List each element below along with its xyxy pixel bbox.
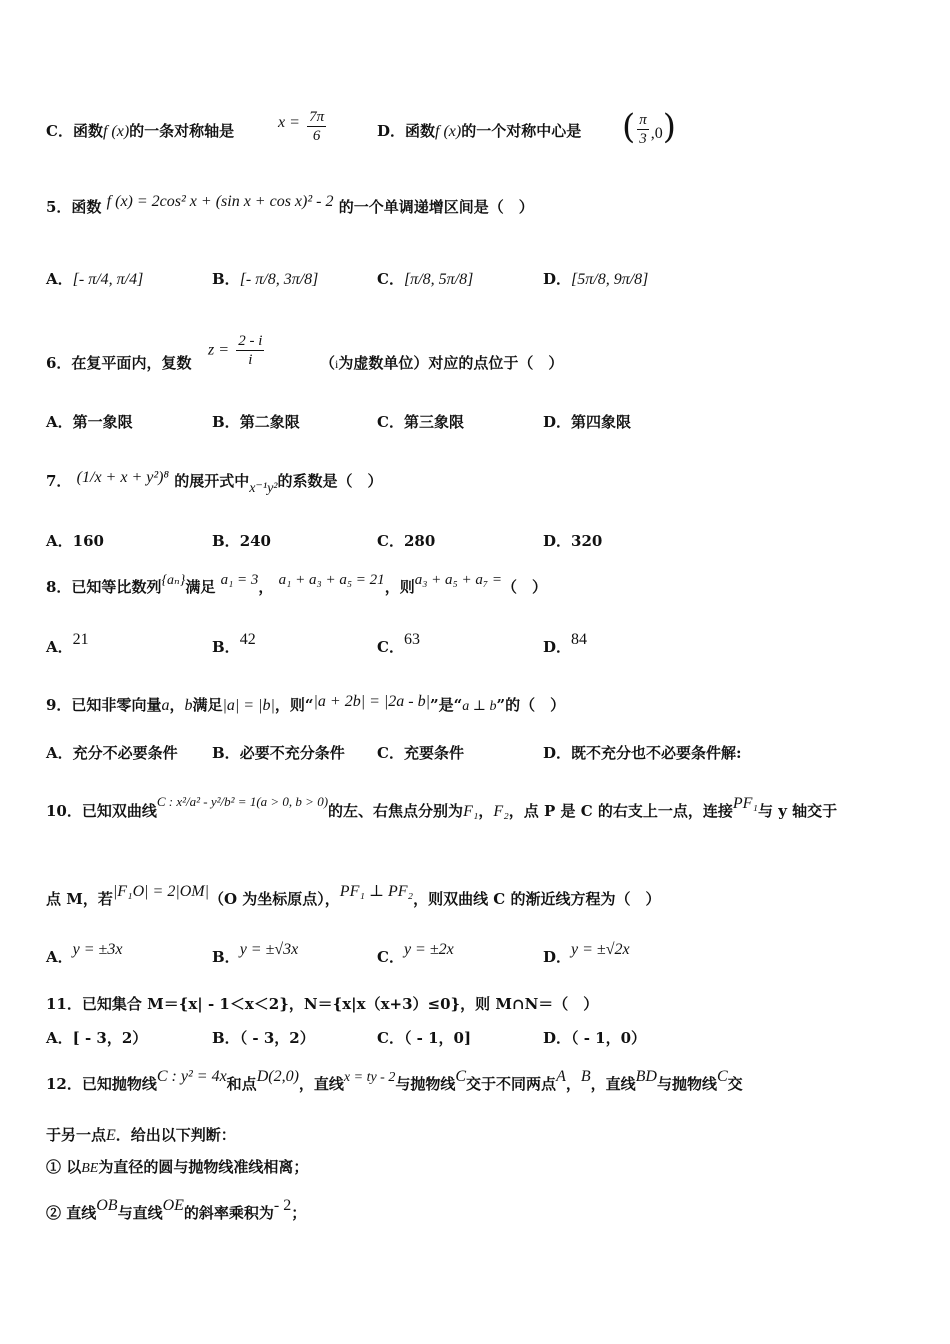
q9-stem-c: ”是“	[430, 696, 463, 714]
q12-stem-i: ．给出以下判断：	[115, 1126, 236, 1144]
option-value: 84	[571, 631, 588, 648]
q12-point: D(2,0)	[256, 1068, 299, 1085]
option-value: 42	[239, 631, 256, 648]
q4-c-num: 7π	[309, 109, 325, 125]
q5-option-d[interactable]	[543, 268, 648, 291]
q6-den: i	[248, 352, 253, 368]
q12-stem-d: 交于不同两点	[466, 1075, 557, 1093]
q6-num: 6．在复平面内，复数	[46, 354, 192, 372]
option-value: 必要不充分条件	[239, 744, 345, 762]
option-value: 既不充分也不必要条件解:	[571, 744, 742, 762]
option-label: C．	[377, 270, 404, 288]
q6-option-b[interactable]	[212, 411, 300, 433]
q8-cond1: a₁ = 3	[220, 572, 259, 588]
q12-j2-c: 的斜率乘积为	[183, 1204, 274, 1222]
q4-c-fx: f (x)	[102, 123, 130, 140]
q12-c2: C	[717, 1068, 728, 1085]
q12-BD: BD	[635, 1068, 657, 1085]
option-label: A．	[46, 948, 73, 966]
q4-option-d	[377, 120, 581, 143]
q5-stem-text: 的一个单调递增区间是（ ）	[338, 198, 534, 216]
q7-num: 7．	[46, 472, 72, 490]
q9-stem-d: ”的（ ）	[496, 696, 566, 714]
q8-option-d[interactable]	[543, 631, 588, 659]
q10-num: 10．已知双曲线	[46, 802, 157, 820]
option-value: [π/8, 5π/8]	[403, 271, 474, 288]
q8-cond2: a₁ + a₃ + a₅ = 21	[278, 572, 385, 588]
q10-f1: F₁	[463, 803, 479, 820]
option-value: 第三象限	[403, 413, 464, 431]
q8-sep: ，	[258, 578, 274, 596]
q10-stem-e: （O 为坐标原点），	[209, 890, 340, 908]
q9-option-b[interactable]	[212, 742, 345, 764]
q6-formula	[208, 332, 266, 369]
option-value: [5π/8, 9π/8]	[571, 271, 649, 288]
q12-j1-a: ① 以	[46, 1158, 82, 1176]
q4-d-den: 3	[639, 130, 647, 147]
q4-d-num: π	[639, 111, 647, 128]
option-value: y = ±√3x	[239, 941, 299, 958]
option-value: 第四象限	[571, 413, 632, 431]
q5-option-a[interactable]	[46, 268, 143, 291]
q11-option-c[interactable]	[377, 1027, 471, 1049]
option-label: B．	[212, 270, 240, 288]
q4-d-fraction	[637, 111, 649, 148]
q9-stem	[46, 694, 920, 718]
q4-d-fx: f (x)	[435, 123, 462, 140]
q10-stem-2	[46, 883, 920, 911]
q4-c-label: C．函数	[46, 122, 103, 140]
q8-stem-c: （ ）	[501, 578, 547, 596]
q4-c-fraction	[307, 108, 326, 145]
q12-j2-val: - 2	[273, 1197, 292, 1214]
q12-judgement-2	[46, 1197, 920, 1225]
q7-stem-b: 的系数是（ ）	[277, 472, 383, 490]
q12-E: E	[106, 1127, 116, 1144]
option-value: [- π/8, 3π/8]	[239, 271, 319, 288]
q4-option-c	[46, 120, 234, 143]
q9-option-d[interactable]	[543, 742, 742, 764]
q6-stem-text	[320, 352, 563, 375]
q8-stem-a: 满足	[185, 578, 216, 596]
option-label: D．	[543, 413, 572, 431]
q12-stem-2	[46, 1124, 920, 1147]
q12-num: 12．已知抛物线	[46, 1075, 157, 1093]
q6-stem-a: （	[320, 354, 336, 372]
q12-stem-f: 与抛物线	[656, 1075, 717, 1093]
q12-stem-b: ，直线	[298, 1075, 344, 1093]
q11-option-d[interactable]	[543, 1027, 646, 1049]
option-label: C．	[377, 413, 404, 431]
q8-seq: {aₙ}	[161, 573, 186, 588]
q10-pf1: PF₁	[732, 795, 758, 812]
q5-option-b[interactable]	[212, 268, 318, 291]
option-label: B．	[212, 744, 240, 762]
option-label: A．	[46, 413, 73, 431]
q12-stem-c: 与抛物线	[395, 1075, 456, 1093]
q6-option-c[interactable]	[377, 411, 464, 433]
q6-option-d[interactable]	[543, 411, 631, 433]
q12-j2-ob: OB	[96, 1197, 118, 1214]
q5-num: 5．函数	[46, 198, 102, 216]
option-value: y = ±3x	[72, 941, 123, 958]
q12-judgement-1	[46, 1156, 920, 1180]
q9-b: b	[184, 697, 193, 714]
q4-c-math	[278, 108, 328, 145]
q11-option-b[interactable]	[212, 1027, 315, 1049]
q6-num-top: 2 - i	[238, 333, 263, 349]
option-label: D．	[543, 532, 572, 550]
q10-comma: ，	[478, 802, 494, 820]
option-label: A．	[46, 744, 73, 762]
q6-stem-b: 为虚数单位）对应的点位于（ ）	[338, 354, 564, 372]
q12-comma: ，	[565, 1075, 581, 1093]
q7-stem-a: 的展开式中	[174, 472, 250, 490]
q7-term: x⁻¹y²	[249, 481, 278, 496]
q11-stem	[46, 993, 920, 1015]
q12-j1-b: 为直径的圆与抛物线准线相离；	[98, 1158, 309, 1176]
option-label: D．	[543, 638, 572, 656]
option-value: 第二象限	[239, 413, 300, 431]
q9-stem-b: ，则“	[274, 696, 314, 714]
q4-d-label: D．函数	[377, 122, 436, 140]
q4-c-den: 6	[312, 128, 321, 144]
option-value: 21	[72, 631, 89, 648]
option-label: C．	[377, 744, 404, 762]
q7-option-a[interactable]	[46, 530, 104, 552]
option-value: （ - 1，0）	[571, 1029, 647, 1047]
q12-j2-b: 与直线	[117, 1204, 163, 1222]
q4-c-mid: 的一条对称轴是	[129, 122, 235, 140]
q6-fraction	[236, 332, 264, 369]
q9-expr: |a + 2b| = |2a - b|	[313, 693, 431, 710]
q12-j2-oe: OE	[162, 1197, 184, 1214]
q12-j1-be: BE	[81, 1161, 99, 1176]
option-value: y = ±√2x	[571, 941, 630, 958]
q10-curve: C : x²/a² - y²/b² = 1(a > 0, b > 0)	[156, 794, 329, 809]
q12-stem-g: 交	[727, 1075, 743, 1093]
option-label: B．	[212, 1029, 240, 1047]
option-value: [ - 3，2）	[72, 1029, 148, 1047]
q6-stem	[46, 328, 920, 378]
q7-option-d[interactable]	[543, 530, 602, 552]
q8-ask: a₃ + a₅ + a₇ =	[414, 572, 502, 588]
q8-option-a[interactable]	[46, 631, 89, 659]
q12-stem-h: 于另一点	[46, 1126, 107, 1144]
option-label: A．	[46, 532, 73, 550]
q9-option-a[interactable]	[46, 742, 178, 764]
option-label: A．	[46, 270, 73, 288]
q10-stem-b: ，点 P 是 C 的右支上一点，连接	[508, 802, 733, 820]
option-value: 280	[403, 532, 436, 550]
option-label: C．	[377, 638, 404, 656]
option-label: D．	[543, 948, 572, 966]
option-value: 240	[239, 532, 271, 550]
option-value: （ - 3，2）	[239, 1029, 315, 1047]
q12-line: x = ty - 2	[343, 1070, 396, 1085]
option-label: D．	[543, 1029, 572, 1047]
option-label: A．	[46, 638, 73, 656]
q5-option-c[interactable]	[377, 268, 473, 291]
q8-option-c[interactable]	[377, 631, 420, 659]
option-value: 63	[403, 631, 420, 648]
q10-option-b[interactable]	[212, 941, 299, 969]
q12-c: C	[455, 1068, 467, 1085]
q4-d-tail: ,0	[650, 125, 663, 142]
q4-d-mid: 的一个对称中心是	[461, 122, 582, 140]
option-label: B．	[212, 413, 240, 431]
option-label: A．	[46, 1029, 73, 1047]
q7-formula: (1/x + x + y²)⁸	[76, 469, 170, 486]
q10-stem-c: 与 y 轴交于	[757, 802, 838, 820]
option-value: 充分不必要条件	[72, 744, 178, 762]
q10-stem-a: 的左、右焦点分别为	[328, 802, 464, 820]
q12-stem-e: ，直线	[590, 1075, 636, 1093]
option-value: 第一象限	[72, 413, 133, 431]
q11-stem-text: 11．已知集合 M＝{x| - 1＜x＜2}，N＝{x|x（x+3）≤0}，则 M∩N＝（ ）	[46, 995, 599, 1013]
q7-stem	[46, 470, 920, 494]
q8-num: 8．已知等比数列	[46, 578, 162, 596]
q11-option-a[interactable]	[46, 1027, 147, 1049]
q12-B: B	[580, 1068, 591, 1085]
q12-A: A	[556, 1068, 566, 1085]
option-label: B．	[212, 948, 240, 966]
option-label: D．	[543, 744, 572, 762]
q6-i: i	[335, 357, 339, 371]
q9-perp: a ⊥ b	[462, 699, 497, 714]
q10-option-a[interactable]	[46, 941, 123, 969]
q10-stem	[46, 794, 920, 823]
q8-stem-b: ，则	[384, 578, 415, 596]
q8-stem	[46, 572, 920, 600]
q9-stem-a: 满足	[192, 696, 223, 714]
q9-cond: |a| = |b|	[222, 697, 275, 714]
option-value: 320	[571, 532, 603, 550]
q12-stem	[46, 1068, 920, 1097]
q12-j2-d: ；	[291, 1204, 307, 1222]
option-value: 充要条件	[403, 744, 464, 762]
q10-f2: F₂	[493, 803, 509, 820]
q9-num: 9．已知非零向量	[46, 696, 162, 714]
option-label: C．	[377, 1029, 404, 1047]
q7-option-b[interactable]	[212, 530, 271, 552]
q10-cond1: |F₁O| = 2|OM|	[112, 883, 209, 900]
option-value: （ - 1，0]	[403, 1029, 472, 1047]
q12-stem-a: 和点	[226, 1075, 257, 1093]
q9-a: a	[161, 697, 170, 714]
q4-d-math: ( $\frac{\pi}{3}$ ,0)	[622, 107, 677, 147]
q10-option-c[interactable]	[377, 941, 454, 969]
option-label: B．	[212, 638, 240, 656]
q5-formula: f (x) = 2cos² x + (sin x + cos x)² - 2	[106, 193, 334, 210]
option-label: D．	[543, 270, 572, 288]
q6-option-a[interactable]	[46, 411, 133, 433]
option-value: [- π/4, π/4]	[72, 271, 144, 288]
q8-option-b[interactable]	[212, 631, 256, 659]
q5-stem	[46, 193, 920, 219]
q7-option-c[interactable]	[377, 530, 435, 552]
q4-options	[46, 108, 920, 156]
q12-parab: C : y² = 4x	[156, 1068, 227, 1085]
q12-j2-a: ② 直线	[46, 1204, 97, 1222]
option-value: y = ±2x	[403, 941, 454, 958]
q10-cond2: PF₁ ⊥ PF₂	[339, 883, 414, 900]
option-label: C．	[377, 948, 404, 966]
q6-formula-lhs: z =	[208, 341, 230, 359]
option-label: B．	[212, 532, 240, 550]
q9-comma: ，	[169, 696, 185, 714]
q10-stem-d: 点 M，若	[46, 890, 113, 908]
option-value: 160	[72, 532, 104, 550]
option-label: C．	[377, 532, 404, 550]
q10-option-d[interactable]	[543, 941, 630, 969]
q9-option-c[interactable]	[377, 742, 464, 764]
q4-c-math-lhs: x =	[278, 113, 300, 131]
q10-stem-f: ，则双曲线 C 的渐近线方程为（ ）	[413, 890, 661, 908]
